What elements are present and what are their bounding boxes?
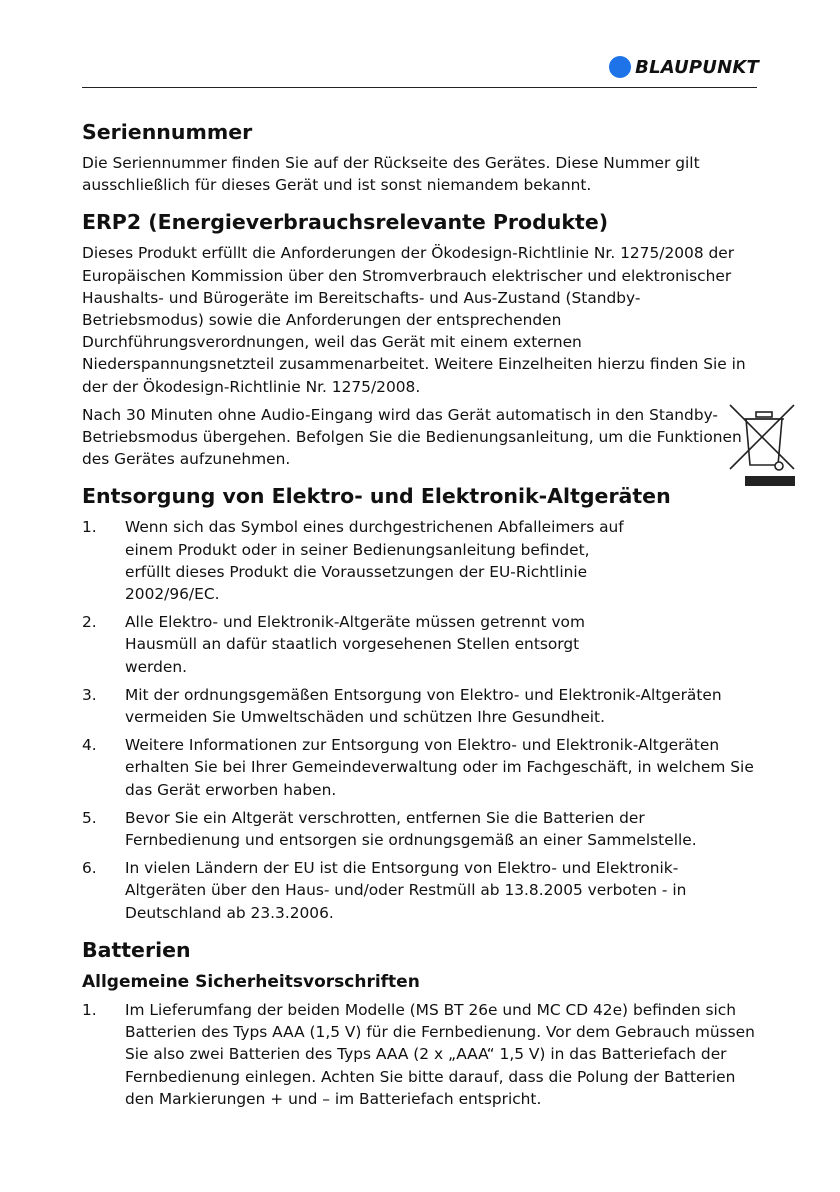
- brand-logo: [609, 56, 759, 78]
- section-serial-number: [82, 118, 758, 196]
- section-disposal: [82, 482, 758, 923]
- list-number: 1.: [82, 518, 97, 537]
- list-item: [82, 734, 758, 801]
- list-text: Weitere Informationen zur Entsorgung von Elektro- und Elektronik-Altgeräten erhalten Sie bei Ihrer Gemeindeverwaltung oder im Fachgeschäft, in welchem Sie das Gerät erworben haben.: [125, 736, 754, 799]
- list-text: Mit der ordnungsgemäßen Entsorgung von Elektro- und Elektronik-Altgeräten vermeiden Sie Umweltschäden und schützen Ihre Gesundheit.: [125, 685, 722, 727]
- document-body: [82, 118, 758, 1122]
- section-erp2: [82, 208, 758, 470]
- list-text: Bevor Sie ein Altgerät verschrotten, entfernen Sie die Batterien der Fernbedienung und entsorgen sie ordnungsgemäß an einer Sammelstelle.: [125, 808, 697, 850]
- list-number: 5.: [82, 808, 97, 827]
- brand-name: BLAUPUNKT: [635, 56, 759, 78]
- list-number: 2.: [82, 613, 97, 632]
- list-text: Im Lieferumfang der beiden Modelle (MS BT 26e und MC CD 42e) befinden sich Batterien des Typs AAA (1,5 V) für die Fernbedienung. Vor dem Gebrauch müssen Sie also zwei Batterien des Typs AAA (2 x „AAA“ 1,5 V) in das Batteriefach der Fernbedienung einlegen. Achten Sie bitte darauf, dass die Polung der Batterien den Markierungen + und – im Batteriefach entspricht.: [125, 1000, 755, 1108]
- paragraph-erp2-standby: Nach 30 Minuten ohne Audio-Eingang wird das Gerät automatisch in den Standby-Betriebsmodus übergehen. Befolgen Sie die Bedienungsanleitung, um die Funktionen des Gerätes aufzunehmen.: [82, 405, 742, 469]
- heading-serial-number: Seriennummer: [82, 120, 253, 144]
- list-text: Alle Elektro- und Elektronik-Altgeräte müssen getrennt vom Hausmüll an dafür staatlich vorgesehenen Stellen entsorgt werden.: [125, 613, 585, 676]
- paragraph-erp2-directive: Dieses Produkt erfüllt die Anforderungen der Ökodesign-Richtlinie Nr. 1275/2008 der Europäischen Kommission über den Stromverbrauch elektrischer und elektronischer Haushalts- und Bürogeräte im Bereitschafts- und Aus-Zustand (Standby-Betriebsmodus) sowie die Anforderungen der entsprechenden Durchführungsverordnungen, weil das Gerät mit einem externen Niederspannungsnetzteil zusammenarbeitet. Weitere Einzelheiten hierzu finden Sie in der der Ökodesign-Richtlinie Nr. 1275/2008.: [82, 244, 746, 396]
- list-number: 1.: [82, 1000, 97, 1019]
- list-item: [82, 611, 758, 678]
- paragraph-serial-number: Die Seriennummer finden Sie auf der Rückseite des Gerätes. Diese Nummer gilt ausschließlich für dieses Gerät und ist sonst niemandem bekannt.: [82, 154, 700, 195]
- list-text: Wenn sich das Symbol eines durchgestrichenen Abfalleimers auf einem Produkt oder in seiner Bedienungsanleitung befindet, erfüllt dieses Produkt die Voraussetzungen der EU-Richtlinie 2002/96/EC.: [125, 518, 624, 604]
- heading-erp2: ERP2 (Energieverbrauchsrelevante Produkte): [82, 210, 609, 235]
- list-number: 6.: [82, 859, 97, 878]
- logo-dot-icon: [609, 56, 631, 78]
- list-text: In vielen Ländern der EU ist die Entsorgung von Elektro- und Elektronik-Altgeräten über den Haus- und/oder Restmüll ab 13.8.2005 verboten - in Deutschland ab 23.3.2006.: [125, 859, 687, 922]
- list-item: [82, 857, 758, 924]
- list-item: [82, 807, 758, 851]
- list-item: [82, 684, 758, 728]
- disposal-list: [82, 516, 758, 923]
- heading-disposal: Entsorgung von Elektro- und Elektronik-Altgeräten: [82, 484, 671, 509]
- list-item: [82, 516, 758, 605]
- heading-batteries: Batterien: [82, 937, 191, 962]
- batteries-list: [82, 999, 758, 1110]
- list-item: [82, 999, 758, 1110]
- section-batteries: [82, 936, 758, 1110]
- list-number: 4.: [82, 736, 97, 755]
- list-number: 3.: [82, 685, 97, 704]
- subheading-safety-rules: Allgemeine Sicherheitsvorschriften: [82, 971, 420, 992]
- page-header: [82, 0, 757, 88]
